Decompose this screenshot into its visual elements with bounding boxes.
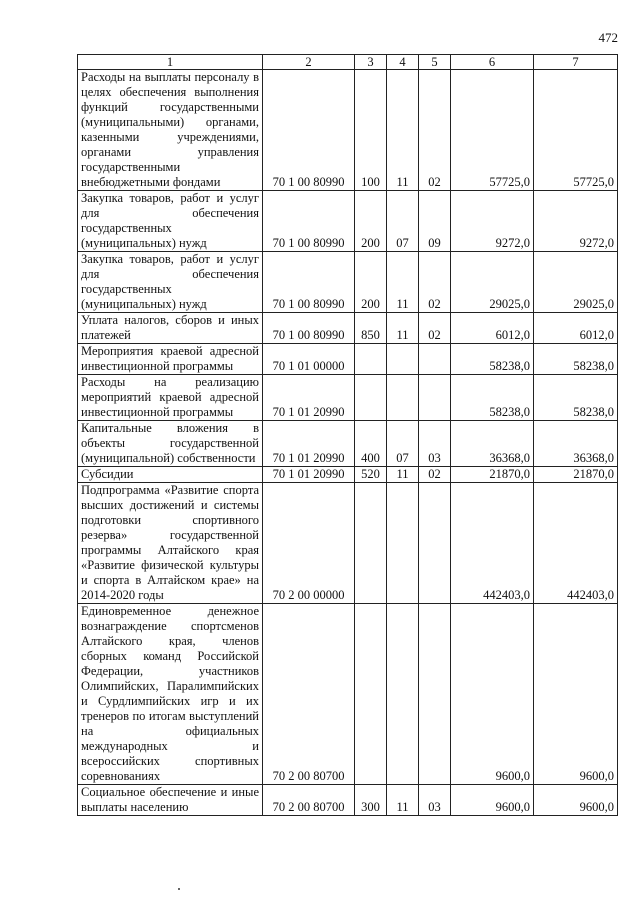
row-expense-type: 200 [355, 252, 387, 313]
table-row [78, 467, 618, 483]
row-amount-2: 58238,0 [534, 344, 618, 375]
row-target-code: 70 1 00 80990 [263, 191, 355, 252]
row-subsection: 03 [419, 785, 451, 816]
row-target-code: 70 1 01 00000 [263, 344, 355, 375]
row-name: Капитальные вложения в объекты государственной (муниципальной) собственности [78, 421, 263, 467]
row-expense-type: 520 [355, 467, 387, 483]
row-amount-2: 9272,0 [534, 191, 618, 252]
row-expense-type: 400 [355, 421, 387, 467]
row-subsection [419, 375, 451, 421]
row-expense-type: 300 [355, 785, 387, 816]
row-name: Расходы на реализацию мероприятий краевой адресной инвестиционной программы [78, 375, 263, 421]
row-target-code: 70 1 01 20990 [263, 375, 355, 421]
row-amount-2: 442403,0 [534, 483, 618, 604]
row-name: Мероприятия краевой адресной инвестиционной программы [78, 344, 263, 375]
row-amount-1: 58238,0 [451, 375, 534, 421]
scan-dot [178, 888, 180, 890]
table-row [78, 785, 618, 816]
row-amount-1: 58238,0 [451, 344, 534, 375]
row-section: 11 [387, 70, 419, 191]
row-subsection: 02 [419, 70, 451, 191]
row-target-code: 70 1 00 80990 [263, 252, 355, 313]
row-subsection: 02 [419, 252, 451, 313]
row-amount-2: 29025,0 [534, 252, 618, 313]
header-col-5: 5 [419, 55, 451, 70]
table-row [78, 483, 618, 604]
table-row [78, 421, 618, 467]
row-name: Закупка товаров, работ и услуг для обеспечения государственных (муниципальных) нужд [78, 191, 263, 252]
row-section: 11 [387, 313, 419, 344]
row-expense-type [355, 483, 387, 604]
row-subsection [419, 604, 451, 785]
table-row [78, 252, 618, 313]
row-expense-type: 850 [355, 313, 387, 344]
row-target-code: 70 2 00 00000 [263, 483, 355, 604]
row-section: 07 [387, 421, 419, 467]
row-amount-2: 36368,0 [534, 421, 618, 467]
table-row [78, 191, 618, 252]
row-section: 11 [387, 467, 419, 483]
table-row [78, 375, 618, 421]
row-section: 07 [387, 191, 419, 252]
header-col-6: 6 [451, 55, 534, 70]
row-amount-1: 21870,0 [451, 467, 534, 483]
row-amount-2: 6012,0 [534, 313, 618, 344]
header-col-3: 3 [355, 55, 387, 70]
row-target-code: 70 2 00 80700 [263, 785, 355, 816]
row-target-code: 70 1 00 80990 [263, 313, 355, 344]
row-section [387, 604, 419, 785]
row-subsection [419, 344, 451, 375]
header-row [78, 55, 618, 70]
row-target-code: 70 1 00 80990 [263, 70, 355, 191]
row-expense-type: 200 [355, 191, 387, 252]
row-amount-1: 57725,0 [451, 70, 534, 191]
table-row [78, 70, 618, 191]
row-amount-1: 9600,0 [451, 785, 534, 816]
row-amount-2: 9600,0 [534, 604, 618, 785]
row-section [387, 375, 419, 421]
row-expense-type: 100 [355, 70, 387, 191]
header-col-7: 7 [534, 55, 618, 70]
row-amount-1: 442403,0 [451, 483, 534, 604]
row-expense-type [355, 375, 387, 421]
row-amount-2: 57725,0 [534, 70, 618, 191]
row-name: Субсидии [78, 467, 263, 483]
row-name: Расходы на выплаты персоналу в целях обеспечения выполнения функций государственными (муниципальными) органами, казенными учреждениями, органами управления государственными внебюджетными фондами [78, 70, 263, 191]
table-row [78, 344, 618, 375]
row-name: Закупка товаров, работ и услуг для обеспечения государственных (муниципальных) нужд [78, 252, 263, 313]
row-subsection: 02 [419, 313, 451, 344]
row-subsection: 02 [419, 467, 451, 483]
row-amount-1: 29025,0 [451, 252, 534, 313]
row-name: Социальное обеспечение и иные выплаты населению [78, 785, 263, 816]
row-section [387, 483, 419, 604]
page-number: 472 [598, 30, 618, 45]
row-expense-type [355, 344, 387, 375]
row-target-code: 70 2 00 80700 [263, 604, 355, 785]
row-target-code: 70 1 01 20990 [263, 421, 355, 467]
header-col-1: 1 [78, 55, 263, 70]
row-subsection: 03 [419, 421, 451, 467]
row-amount-2: 9600,0 [534, 785, 618, 816]
row-amount-2: 58238,0 [534, 375, 618, 421]
row-section: 11 [387, 252, 419, 313]
table-row [78, 313, 618, 344]
table-row [78, 604, 618, 785]
row-amount-1: 9600,0 [451, 604, 534, 785]
row-name: Единовременное денежное вознаграждение спортсменов Алтайского края, членов сборных команд Российской Федерации, участников Олимпийских, Паралимпийских и Сурдлимпийских игр и их тренеров по итогам выступлений на официальных международных и всероссийских спортивных соревнованиях [78, 604, 263, 785]
row-amount-1: 6012,0 [451, 313, 534, 344]
header-col-2: 2 [263, 55, 355, 70]
budget-table [77, 54, 618, 816]
row-name: Уплата налогов, сборов и иных платежей [78, 313, 263, 344]
row-amount-2: 21870,0 [534, 467, 618, 483]
row-subsection: 09 [419, 191, 451, 252]
header-col-4: 4 [387, 55, 419, 70]
row-expense-type [355, 604, 387, 785]
row-amount-1: 9272,0 [451, 191, 534, 252]
row-target-code: 70 1 01 20990 [263, 467, 355, 483]
row-section [387, 344, 419, 375]
row-name: Подпрограмма «Развитие спорта высших достижений и системы подготовки спортивного резерва» государственной программы Алтайского края «Развитие физической культуры и спорта в Алтайском крае» на 2014-2020 годы [78, 483, 263, 604]
row-amount-1: 36368,0 [451, 421, 534, 467]
row-subsection [419, 483, 451, 604]
row-section: 11 [387, 785, 419, 816]
